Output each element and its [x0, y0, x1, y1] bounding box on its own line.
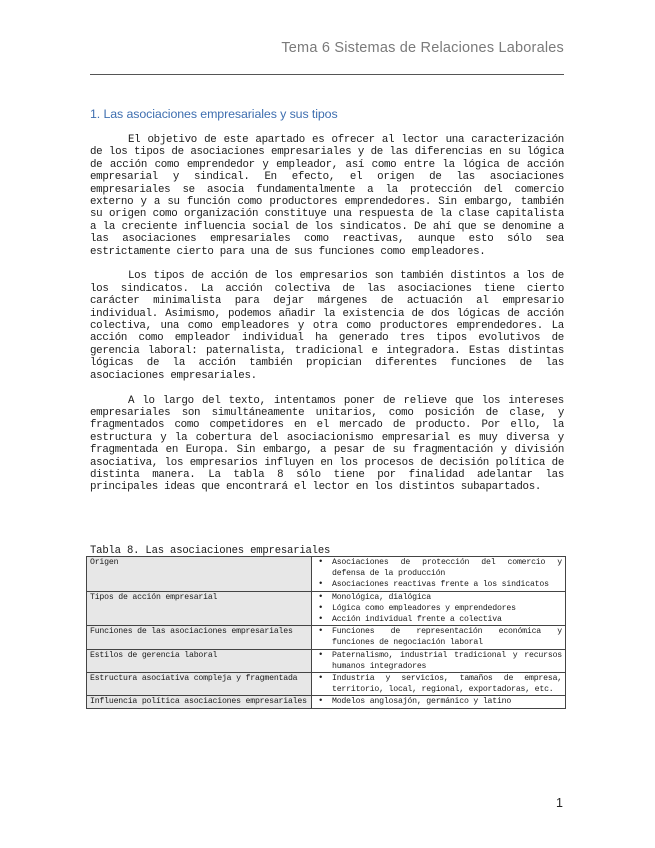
row-label: Funciones de las asociaciones empresariales [87, 626, 312, 649]
body-text [90, 134, 564, 506]
list-item: • Asociaciones de protección del comercio y defensa de la producción [314, 557, 562, 579]
page-number: 1 [556, 796, 563, 810]
bullet-list [314, 592, 562, 626]
header-divider [90, 74, 564, 75]
list-item: • Asociaciones reactivas frente a los sindicatos [314, 579, 562, 590]
section-heading: 1. Las asociaciones empresariales y sus tipos [90, 107, 338, 121]
table-row [87, 696, 566, 708]
paragraph-3: A lo largo del texto, intentamos poner de relieve que los intereses empresariales son simultáneamente unitarios, como posición de clase, y fragmentados como competidores en el mercado de producto. Por ello, la estructura y la cobertura del asociacionismo empresarial es muy diversa y fragmentada en Europa. Sin embargo, a pesar de su fragmentación y división asociativa, los empresarios influyen en los procesos de decisión política de distinta manera. La tabla 8 sólo tiene por finalidad adelantar las principales ideas que encontrará el lector en los distintos subapartados. [90, 394, 564, 494]
bullet-list [314, 673, 562, 695]
row-content [312, 696, 566, 708]
paragraph-1: El objetivo de este apartado es ofrecer al lector una caracterización de los tipos de asociaciones empresariales y de las diferencias en su lógica de acción como emprendedor y empleador, así como entre la lógica de acción empresarial y sindical. En efecto, el origen de las asociaciones empresariales se asocia fundamentalmente a la protección del comercio externo y a su función como productores emprendedores. Sin embargo, también su origen como organización constituye una respuesta de la clase capitalista a la creciente influencia social de los sindicatos. De ahí que se denomine a las asociaciones empresariales como reactivas, aunque esto sólo sea estrictamente cierto para una de sus funciones como empleadores. [90, 134, 564, 258]
paragraph-2: Los tipos de acción de los empresarios son también distintos a los de los sindicatos. La acción colectiva de las asociaciones tiene cierto carácter minimalista para dejar márgenes de actuación al empresario individual. Asimismo, podemos añadir la existencia de dos lógicas de acción colectiva, una como empleadores y otra como productores emprendedores. La acción como empleador individual ha generado tres tipos evolutivos de gerencia laboral: paternalista, tradicional e integradora. Estas distintas lógicas de la acción también propician diferentes funciones de las asociaciones empresariales. [90, 270, 564, 382]
list-item: • Paternalismo, industrial tradicional y recursos humanos integradores [314, 650, 562, 672]
list-item: • Monológica, dialógica [314, 592, 562, 603]
list-item: • Industria y servicios, tamaños de empresa, territorio, local, regional, exportadoras, etc. [314, 673, 562, 695]
list-item: • Modelos anglosajón, germánico y latino [314, 696, 562, 707]
row-label: Origen [87, 557, 312, 592]
bullet-list [314, 626, 562, 648]
associations-table [86, 556, 566, 709]
running-header: Tema 6 Sistemas de Relaciones Laborales [281, 40, 564, 56]
table-row [87, 626, 566, 649]
row-content [312, 673, 566, 696]
row-label: Influencia política asociaciones empresariales [87, 696, 312, 708]
bullet-list [314, 650, 562, 672]
table-row [87, 673, 566, 696]
row-content [312, 626, 566, 649]
list-item: • Funciones de representación económica y funciones de negociación laboral [314, 626, 562, 648]
table-row [87, 557, 566, 592]
row-label: Tipos de acción empresarial [87, 591, 312, 626]
table-caption: Tabla 8. Las asociaciones empresariales [90, 545, 331, 557]
table-row [87, 649, 566, 672]
row-content [312, 649, 566, 672]
list-item: • Lógica como empleadores y emprendedores [314, 603, 562, 614]
bullet-list [314, 557, 562, 591]
row-content [312, 557, 566, 592]
list-item: • Acción individual frente a colectiva [314, 614, 562, 625]
table-row [87, 591, 566, 626]
row-label: Estilos de gerencia laboral [87, 649, 312, 672]
row-label: Estructura asociativa compleja y fragmentada [87, 673, 312, 696]
bullet-list [314, 696, 562, 707]
row-content [312, 591, 566, 626]
